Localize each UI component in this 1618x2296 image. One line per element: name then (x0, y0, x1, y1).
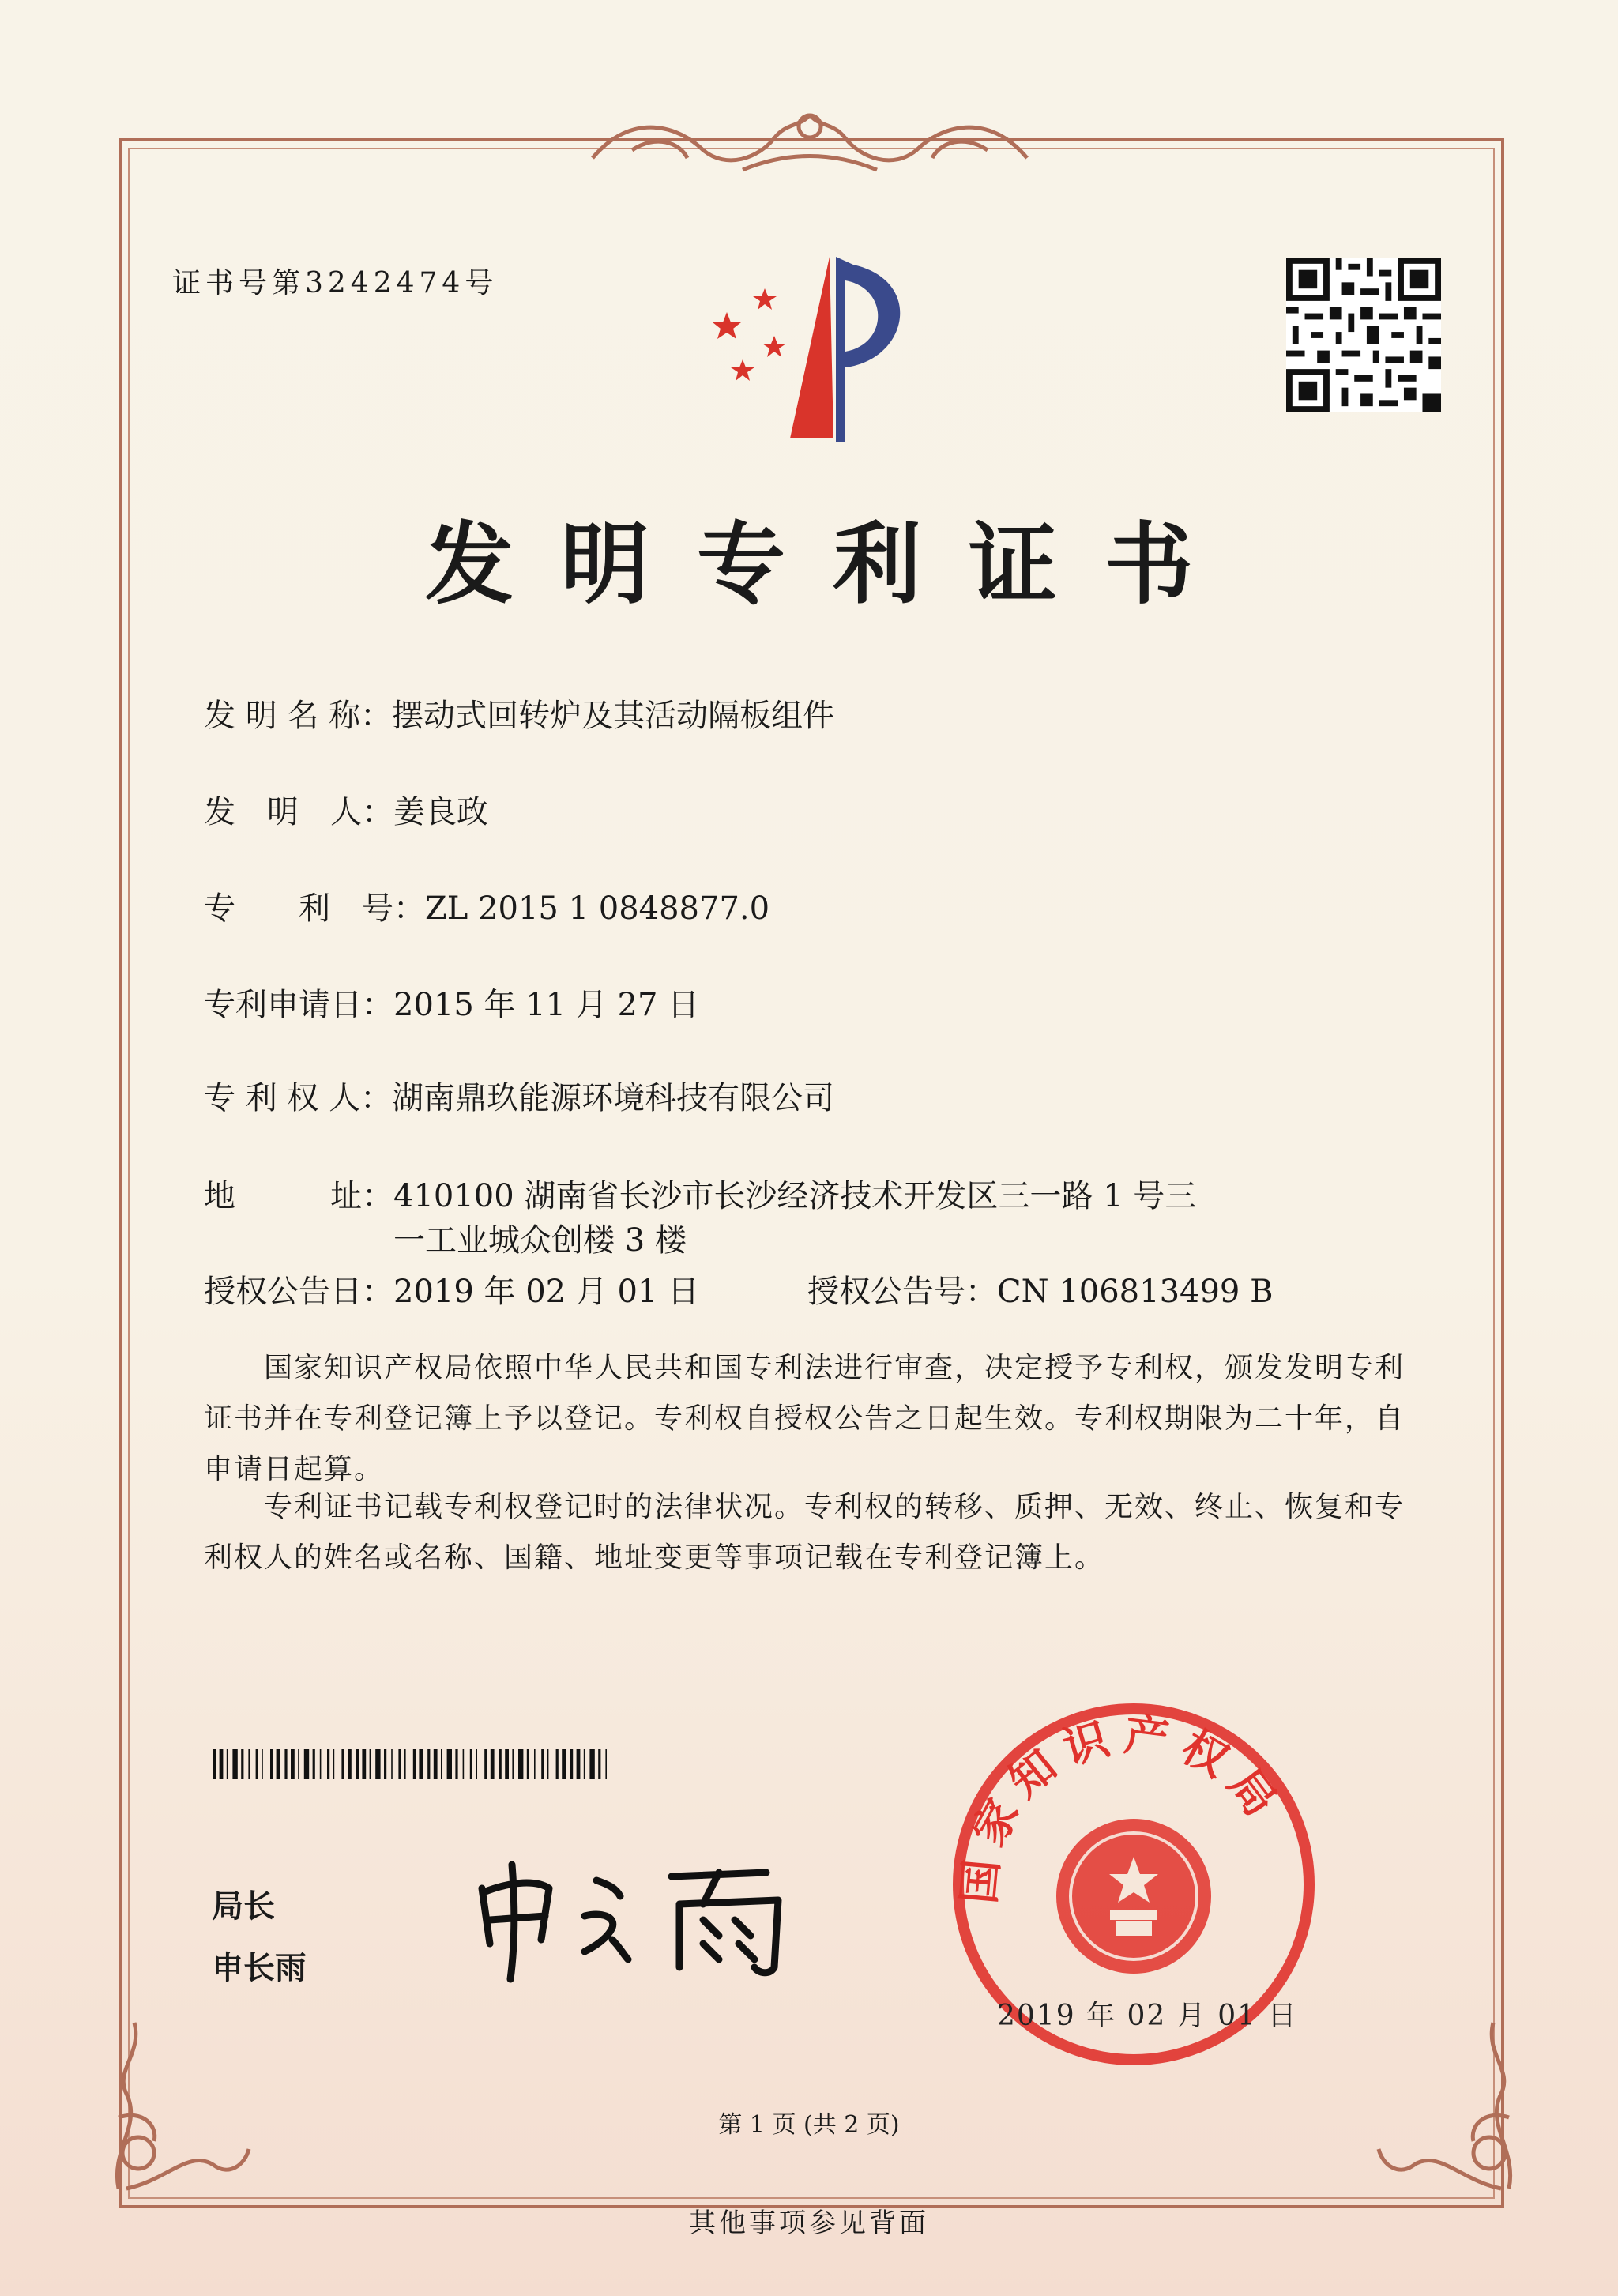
patentee-label: 专 利 权 人： (204, 1080, 393, 1116)
address-value: 410100 湖南省长沙市长沙经济技术开发区三一路 1 号三一工业城众创楼 3 楼 (393, 1178, 1197, 1259)
grant-date-label: 授权公告日： (204, 1274, 393, 1310)
address-label: 地 址： (204, 1178, 393, 1214)
signatory-name: 申长雨 (212, 1950, 307, 1986)
certificate-number: 证书号第3242474号 (172, 267, 499, 299)
invention-name-label: 发 明 名 称： (204, 698, 393, 734)
seal-text: 国家知识产权局 (953, 1709, 1293, 1906)
top-ornament (585, 95, 1035, 182)
patent-number-value: ZL 2015 1 0848877.0 (425, 890, 770, 927)
application-date-value: 2015 年 11 月 27 日 (393, 987, 700, 1023)
application-date-field (204, 983, 699, 1027)
grant-date-value: 2019 年 02 月 01 日 (393, 1274, 700, 1310)
signatory-title: 局长 (212, 1888, 275, 1925)
patentee-field (204, 1076, 834, 1120)
document-title: 发明专利证书 (425, 513, 1240, 616)
invention-name-field (204, 694, 834, 738)
address-field (204, 1174, 1215, 1263)
patent-number-label: 专 利 号： (204, 890, 425, 927)
handwritten-signature (466, 1849, 814, 1983)
footer-note: 其他事项参见背面 (689, 2208, 929, 2239)
patent-number-field (204, 886, 769, 931)
bottom-right-ornament (1375, 1991, 1533, 2196)
inventor-label: 发 明 人： (204, 794, 393, 830)
patentee-value: 湖南鼎玖能源环境科技有限公司 (392, 1080, 835, 1116)
grant-date-field (204, 1270, 699, 1314)
seal-date: 2019 年 02 月 01 日 (997, 2000, 1298, 2032)
body-paragraph-2: 专利证书记载专利权登记时的法律状况。专利权的转移、质押、无效、终止、恢复和专利权人的姓名或名称、国籍、地址变更等事项记载在专利登记簿上。 (204, 1491, 1405, 1574)
bottom-left-ornament (95, 1991, 253, 2196)
grant-number-label: 授权公告号： (807, 1274, 997, 1310)
body-paragraph-1: 国家知识产权局依照中华人民共和国专利法进行审查，决定授予专利权，颁发发明专利证书并在专利登记簿上予以登记。专利权自授权公告之日起生效。专利权期限为二十年，自申请日起算。 (204, 1352, 1405, 1485)
grant-number-value: CN 106813499 B (997, 1274, 1274, 1310)
qr-code (1286, 258, 1441, 412)
grant-number-field (807, 1270, 1273, 1314)
page-indicator: 第 1 页 (共 2 页) (718, 2111, 900, 2139)
inventor-field (204, 790, 488, 834)
patent-office-emblem (695, 249, 932, 446)
invention-name-value: 摆动式回转炉及其活动隔板组件 (392, 698, 835, 734)
inventor-value: 姜良政 (393, 794, 488, 830)
signatory-block (212, 1876, 307, 1999)
barcode (213, 1749, 616, 1779)
application-date-label: 专利申请日： (204, 987, 393, 1023)
